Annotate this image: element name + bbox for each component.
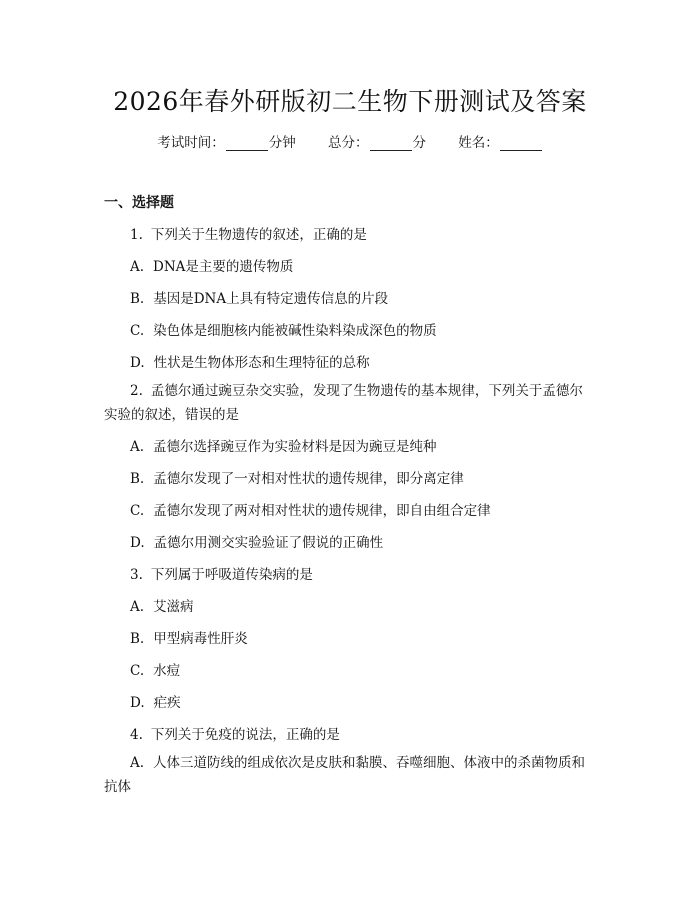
option-2b: B. 孟德尔发现了一对相对性状的遗传规律，即分离定律	[130, 471, 464, 487]
option-4a: A. 人体三道防线的组成依次是皮肤和黏膜、吞噬细胞、体液中的杀菌物质和抗体	[104, 755, 586, 795]
question-1: 1. 下列关于生物遗传的叙述，正确的是	[130, 227, 367, 243]
option-2c: C. 孟德尔发现了两对相对性状的遗传规律，即自由组合定律	[130, 503, 491, 519]
document-title: 2026年春外研版初二生物下册测试及答案	[113, 87, 587, 116]
option-3d: D. 疟疾	[130, 695, 181, 711]
section-heading: 一、选择题	[104, 195, 174, 211]
total-score-field: 总分： 分	[328, 135, 426, 151]
option-1d: D. 性状是生物体形态和生理特征的总称	[130, 355, 370, 371]
option-1c: C. 染色体是细胞核内能被碱性染料染成深色的物质	[130, 323, 437, 339]
blank-line	[500, 136, 542, 151]
option-2a: A. 孟德尔选择豌豆作为实验材料是因为豌豆是纯种	[130, 439, 437, 455]
option-3a: A. 艾滋病	[130, 599, 194, 615]
name-field: 姓名：	[458, 131, 543, 151]
question-4: 4. 下列关于免疫的说法，正确的是	[130, 727, 340, 743]
blank-line	[226, 136, 268, 151]
option-3b: B. 甲型病毒性肝炎	[130, 631, 248, 647]
option-3c: C. 水痘	[130, 663, 181, 679]
question-2: 2. 孟德尔通过豌豆杂交实验，发现了生物遗传的基本规律，下列关于孟德尔实验的叙述，错误的是	[104, 383, 583, 423]
option-2d: D. 孟德尔用测交实验验证了假说的正确性	[130, 535, 384, 551]
blank-line	[370, 136, 412, 151]
option-1b: B. 基因是DNA上具有特定遗传信息的片段	[130, 291, 389, 307]
exam-info-row	[0, 131, 700, 151]
exam-time-field: 考试时间： 分钟	[157, 135, 296, 151]
question-3: 3. 下列属于呼吸道传染病的是	[130, 567, 313, 583]
option-1a: A. DNA是主要的遗传物质	[130, 259, 294, 275]
